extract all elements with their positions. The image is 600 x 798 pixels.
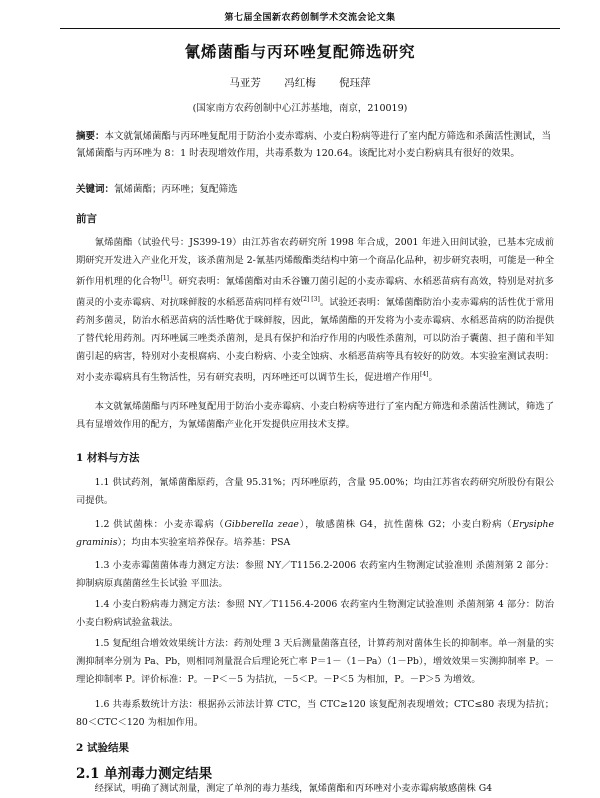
intro-paragraph-1: [76, 234, 554, 387]
method-item-1-3: 1.3 小麦赤霉菌菌体毒力测定方法：参照 NY／T1156.2-2006 农药室内生物测定试验准则 杀菌剂第 2 部分：抑制病原真菌菌丝生长试验 平皿法。: [76, 560, 554, 589]
species-name: Gibberella zeae: [224, 519, 299, 530]
affiliation: (国家南方农药创制中心江苏基地，南京，210019): [192, 103, 408, 114]
citation: [4]: [420, 371, 429, 379]
item-text: 1.2 供试菌株：小麦赤霉病（: [94, 519, 225, 530]
keywords-label: 关键词：: [76, 184, 115, 195]
keywords-text: 氰烯菌酯；丙环唑；复配筛选: [114, 184, 238, 195]
running-header: 第七届全国新农药创制学术交流会论文集: [224, 13, 396, 23]
intro-text: 。: [428, 372, 438, 384]
abstract-label: 摘要：: [76, 131, 105, 142]
intro-paragraph-2: 本文就氰烯菌酯与丙环唑复配用于防治小麦赤霉病、小麦白粉病等进行了室内配方筛选和杀菌活性测试，筛选了具有显增效作用的配方，为氰烯菌酯产业化开发提供应用技术支撑。: [76, 401, 554, 430]
paper-title: 氰烯菌酯与丙环唑复配筛选研究: [184, 42, 416, 61]
method-item-1-4: 1.4 小麦白粉病毒力测定方法：参照 NY／T1156.4-2006 农药室内生物测定试验准则 杀菌剂第 4 部分：防治小麦白粉病试验盆栽法。: [76, 599, 554, 628]
intro-text: 。试验还表明：氰烯菌酯防治小麦赤霉病的活性优于常用药剂多菌灵，防治水稻恶苗病的活性略优于咪鲜胺，因此，氰烯菌酯的开发将为小麦赤霉病、水稻恶苗病的防治提供了替代轮用药剂。丙环唑属三唑类杀菌剂，是具有保护和治疗作用的内吸性杀菌剂，可以防治子囊菌、担子菌和半知菌引起的病害，特别对小麦根腐病、小麦白粉病、小麦全蚀病、水稻恶苗病等具有较好的防效。本实验室测试表明：对小麦赤霉病具有生物活性，另有研究表明，丙环唑还可以调节生长，促进增产作用: [76, 297, 554, 384]
subsection-heading-single: 2.1 单剂毒力测定结果: [76, 766, 213, 782]
author: 马亚芳: [229, 77, 261, 89]
header-rule: [60, 28, 560, 29]
citation: [2] [3]: [300, 296, 320, 304]
section-heading-materials: 1 材料与方法: [76, 452, 140, 464]
method-item-1-2: [76, 516, 554, 552]
species-name: Erysiphe graminis: [76, 519, 554, 548]
author: 倪珏萍: [339, 77, 371, 89]
citation: [1]: [160, 275, 170, 282]
method-item-1-5: 1.5 复配组合增效效果统计方法：药剂处理 3 天后测量菌落直径，计算药剂对菌体生长的抑制率。单一剂量的实测抑制率分别为 Pa、Pb，则相同剂量混合后理论死亡率 P＝1－（1－Pa）（1－Pb），增效效果＝实测抑制率 P。－理论抑制率 P。评价标准：P。－P＜－5 为拮抗，－5＜P。－P＜5 为相加，P。－P＞5 为增效。: [76, 638, 554, 685]
keywords: [76, 181, 554, 195]
method-item-1-1: 1.1 供试药剂，氰烯菌酯原药，含量 95.31%；丙环唑原药，含量 95.00%；均由江苏省农药研究所股份有限公司提供。: [76, 477, 554, 506]
abstract: [76, 128, 554, 162]
author-list: [0, 75, 600, 90]
author: 冯红梅: [284, 77, 316, 89]
intro-text: 。研究表明：氰烯菌酯对由禾谷镰刀菌引起的小麦赤霉病、水稻恶苗病有高效，特别是对抗多菌灵的小麦赤霉病、对抗咪鲜胺的水稻恶苗病同样有效: [76, 276, 554, 309]
section-heading-preface: 前言: [76, 213, 97, 225]
item-text: ）；均由本实验室培养保存。培养基：PSA: [117, 537, 291, 548]
method-item-1-6: 1.6 共毒系数统计方法：根据孙云沛法计算 CTC，当 CTC≥120 该复配剂表现增效；CTC≤80 表现为拮抗；80＜CTC＜120 为相加作用。: [76, 699, 554, 728]
item-text: ），敏感菌株 G4，抗性菌株 G2；小麦白粉病（: [298, 519, 513, 530]
intro-text: 氰烯菌酯（试验代号：JS399-19）由江苏省农药研究所 1998 年合成，2001 年进入田间试验，已基本完成前期研究开发进入产业化开发，该杀菌剂是 2-氰基丙烯酸酯类结构中第一个商品化品种，初步研究表明，可能是一种全新作用机理的化合物: [76, 237, 554, 288]
abstract-text: 本文就氰烯菌酯与丙环唑复配用于防治小麦赤霉病、小麦白粉病等进行了室内配方筛选和杀菌活性测试，当氰烯菌酯与丙环唑为 8：1 时表现增效作用，共毒系数为 120.64。该配比对小麦白粉病具有很好的效果。: [76, 131, 552, 159]
section-heading-results: 2 试验结果: [76, 742, 129, 754]
results-paragraph: 经探试，明确了测试剂量，测定了单剂的毒力基线，氰烯菌酯和丙环唑对小麦赤霉病敏感菌株 G4: [94, 783, 493, 794]
